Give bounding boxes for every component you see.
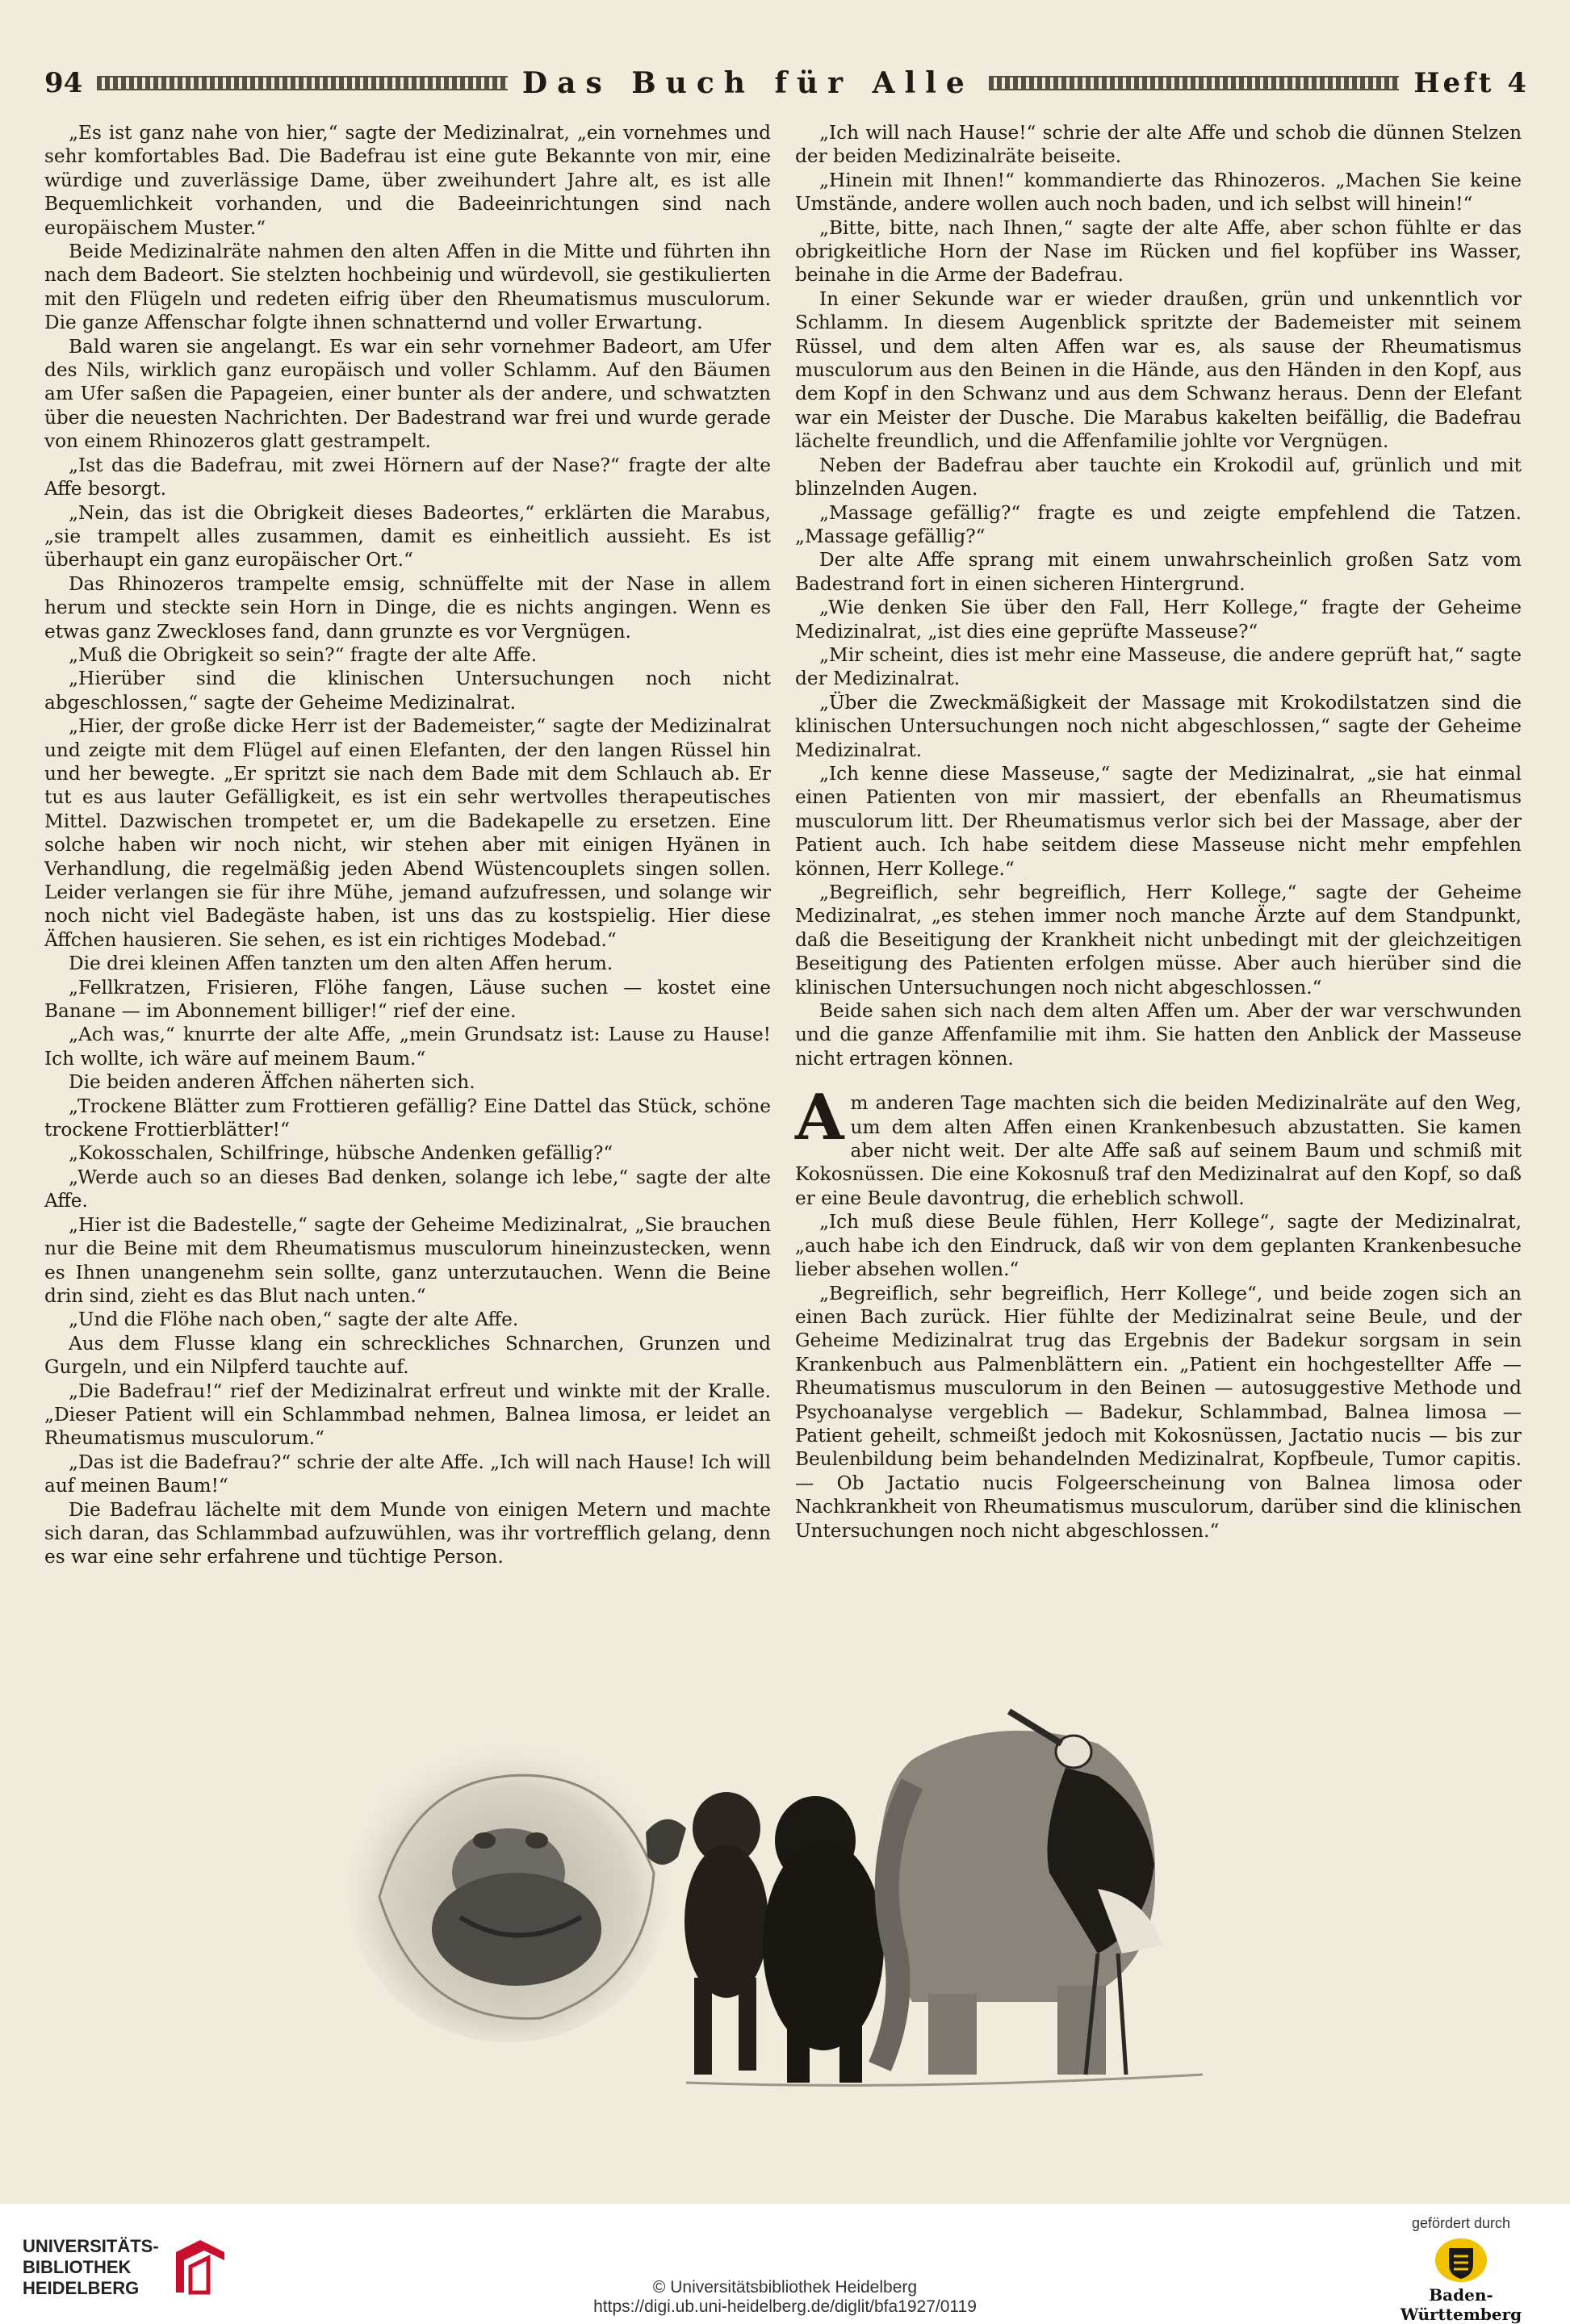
sponsor-name: Baden-Württemberg — [1400, 2285, 1522, 2324]
paragraph: „Bitte, bitte, nach Ihnen,“ sagte der alte Affe, aber schon fühlte er das obrigkeitliche Horn der Nase im Rücken und fiel kopfüber ins Wasser, beinahe in die Arme der Badefrau. — [795, 216, 1522, 287]
copyright-block — [0, 2278, 1570, 2317]
monkey-figures — [685, 1792, 884, 2083]
paragraph: Bald waren sie angelangt. Es war ein sehr vornehmer Badeort, am Ufer des Nils, wirklich ganz europäisch und voller Schlamm. Auf den Bäumen am Ufer saßen die Papageien, einer bunter als der andere, und schwatzten über die neuesten Nachrichten. Der Badestrand war frei und wurde gerade von einem Rhinozeros glatt gestrampelt. — [44, 335, 771, 453]
paragraph: „Muß die Obrigkeit so sein?“ fragte der alte Affe. — [69, 643, 538, 666]
paragraph: „Massage gefällig?“ fragte es und zeigte empfehlend die Tatzen. „Massage gefällig?“ — [795, 501, 1522, 547]
sponsor-block[interactable] — [1372, 2215, 1550, 2324]
copyright-text: © Universitätsbibliothek Heidelberg — [652, 2278, 918, 2297]
paragraph: Beide sahen sich nach dem alten Affen um. Aber der war verschwunden und die ganze Affenfamilie mit ihm. Sie hatten den Anblick der Masseuse nicht ertragen können. — [795, 1000, 1522, 1070]
paragraph: „Nein, das ist die Obrigkeit dieses Badeortes,“ erklärten die Marabus, „sie trampelt alles zusammen, damit es einheitlich aussieht. Es ist überhaupt ein ganz europäischer Ort.“ — [44, 501, 771, 572]
page-number: 94 — [44, 67, 83, 99]
paragraph: „Und die Flöhe nach oben,“ sagte der alte Affe. — [69, 1309, 519, 1331]
paragraph: „Über die Zweckmäßigkeit der Massage mit Krokodilstatzen sind die klinischen Untersuchungen noch nicht abgeschlossen,“ sagte der Geheime Medizinalrat. — [795, 691, 1522, 761]
paragraph: „Fellkratzen, Frisieren, Flöhe fangen, Läuse suchen — kostet eine Banane — im Abonnement billiger!“ rief der eine. — [44, 976, 771, 1023]
paragraph: „Hinein mit Ihnen!“ kommandierte das Rhinozeros. „Machen Sie keine Umstände, andere wollen auch noch baden, und ich selbst will hinein!“ — [795, 169, 1522, 216]
paragraph: „Das ist die Badefrau?“ schrie der alte Affe. „Ich will nach Hause! Ich will auf meinen Baum!“ — [44, 1451, 771, 1497]
ornament-rule-right — [989, 76, 1400, 90]
issue-number: Heft 4 — [1413, 67, 1530, 99]
paragraph: „Hierüber sind die klinischen Untersuchungen noch nicht abgeschlossen,“ sagte der Geheime Medizinalrat. — [44, 668, 771, 714]
paragraph: Aus dem Flusse klang ein schreckliches Schnarchen, Grunzen und Gurgeln, und ein Nilpferd tauchte auf. — [44, 1332, 771, 1379]
paragraph: „Trockene Blätter zum Frottieren gefällig? Eine Dattel das Stück, schöne trockene Frottierblätter!“ — [44, 1095, 771, 1141]
paragraph: Beide Medizinalräte nahmen den alten Affen in die Mitte und führten ihn nach dem Badeort. Sie stelzten hochbeinig und würdevoll, sie gestikulierten mit den Flügeln und redeten eifrig über den Rheumatismus musculorum. Die ganze Affenschar folgte ihnen schnatternd und voller Erwartung. — [44, 241, 771, 334]
paragraph: „Hier, der große dicke Herr ist der Bademeister,“ sagte der Medizinalrat und zeigte mit dem Flügel auf einen Elefanten, der den langen Rüssel hin und her bewegte. „Er spritzt sie nach dem Bade mit dem Schlauch ab. Er tut es aus lauter Gefälligkeit, es ist ein sehr wertvolles therapeutisches Mittel. Dazwischen trompetet er, um die Badekapelle zu ersetzen. Eine solche haben wir noch nicht, wir stehen aber mit einigen Hyänen in Verhandlung, die regelmäßig jeden Abend Wüstencouplets singen sollen. Leider verlangen sie für ihre Mühe, jemand aufzufressen, und solange wir noch nicht viel Badegäste haben, ist uns das zu kostspielig. Hier diese Äffchen hausieren. Sie sehen, es ist ein richtiges Modebad.“ — [44, 715, 771, 951]
paragraph: „Mir scheint, dies ist mehr eine Masseuse, die andere geprüft hat,“ sagte der Medizinalrat. — [795, 643, 1522, 690]
coat-of-arms-icon — [1434, 2237, 1488, 2284]
left-column — [44, 121, 771, 1569]
paragraph: Die drei kleinen Affen tanzten um den alten Affen herum. — [69, 953, 613, 975]
sponsor-label: gefördert durch — [1411, 2215, 1511, 2231]
opening-text: m anderen Tage machten sich die beiden Medizinalräte auf den Weg, um dem alten Affen einen Krankenbesuch abzustatten. Sie kamen aber nicht weit. Der alte Affe saß auf seinem Baum und schmiß mit Kokosnüssen. Die eine Kokosnuß traf den Medizinalrat auf den Kopf, so daß er eine Beule davontrug, die erheblich schwoll. — [795, 1092, 1522, 1209]
page-footer — [0, 2204, 1570, 2324]
library-name-line: HEIDELBERG — [23, 2278, 140, 2298]
paragraph: Das Rhinozeros trampelte emsig, schnüffelte mit der Nase in allem herum und steckte sein Horn in Dinge, die es nichts angingen. Wenn es etwas ganz Zweckloses fand, dann grunzte es vor Vergnügen. — [44, 572, 771, 643]
paragraph: „Begreiflich, sehr begreiflich, Herr Kollege,“ sagte der Geheime Medizinalrat, „es stehen immer noch manche Ärzte auf dem Standpunkt, daß die Beseitigung der Krankheit nicht unbedingt mit der gleichzeitigen Beseitigung des Patienten erfolgen müsse. Aber auch hierüber sind die klinischen Untersuchungen noch nicht abgeschlossen.“ — [795, 881, 1522, 999]
paragraph: „Wie denken Sie über den Fall, Herr Kollege,“ fragte der Geheime Medizinalrat, „ist dies eine geprüfte Masseuse?“ — [795, 597, 1522, 643]
paragraph: Die Badefrau lächelte mit dem Munde von einigen Metern und machte sich daran, das Schlammbad aufzuwühlen, was ihr vortrefflich gelang, denn es war eine sehr erfahrene und tüchtige Person. — [44, 1498, 771, 1568]
paragraph: Die beiden anderen Äffchen näherten sich. — [69, 1071, 475, 1094]
paragraph: „Die Badefrau!“ rief der Medizinalrat erfreut und winkte mit der Kralle. „Dieser Patient will ein Schlammbad nehmen, Balnea limosa, er leidet an Rheumatismus musculorum.“ — [44, 1380, 771, 1450]
paragraph: „Es ist ganz nahe von hier,“ sagte der Medizinalrat, „ein vornehmes und sehr komfortables Bad. Die Badefrau ist eine gute Bekannte von mir, eine würdige und zuverlässige Dame, über zweihundert Jahre alt, es ist alle Bequemlichkeit vorhanden, und die Badeeinrichtungen sind nach europäischem Muster.“ — [44, 122, 771, 239]
library-name-line: BIBLIOTHEK — [23, 2257, 132, 2277]
paragraph: „Ist das die Badefrau, mit zwei Hörnern auf der Nase?“ fragte der alte Affe besorgt. — [44, 454, 771, 500]
ornament-rule-left — [97, 76, 508, 90]
paragraph: „Hier ist die Badestelle,“ sagte der Geheime Medizinalrat, „Sie brauchen nur die Beine mit dem Rheumatismus musculorum hineinzustecken, wenn es Ihnen unangenehm sein sollte, ganz unterzutauchen. Wenn die Beine drin sind, zieht es das Blut nach unten.“ — [44, 1213, 771, 1307]
paragraph: „Ich will nach Hause!“ schrie der alte Affe und schob die dünnen Stelzen der beiden Medizinalräte beiseite. — [795, 122, 1522, 168]
source-url-link[interactable]: https://digi.ub.uni-heidelberg.de/diglit/bfa1927/0119 — [593, 2297, 977, 2316]
paragraph: „Kokosschalen, Schilfringe, hübsche Andenken gefällig?“ — [69, 1142, 613, 1165]
section-opening-paragraph — [795, 1081, 1522, 1210]
paragraph: „Begreiflich, sehr begreiflich, Herr Kollege“, und beide zogen sich an einen Bach zurück. Hier fühlte der Medizinalrat seine Beule, und der Geheime Medizinalrat trug das Ergebnis der Badekur sorgsam in sein Krankenbuch aus Palmenblättern ein. „Patient ein hochgestellter Affe — Rheumatismus musculorum in den Beinen — autosuggestive Methode und Psychoanalyse vergeblich — Badekur, Schlammbad, Balnea limosa — Patient geheilt, schmeißt jedoch mit Kokosnüssen, Jactatio nucis — bis zur Beulenbildung beim behandelnden Medizinalrat, Kopfbeule, Tumor capitis. — Ob Jactatio nucis Folgeerscheinung von Balnea limosa oder Nachkrankheit von Rheumatismus musculorum, darüber sind die klinischen Untersuchungen noch nicht abgeschlossen.“ — [795, 1282, 1522, 1542]
paragraph: Neben der Badefrau aber tauchte ein Krokodil auf, grünlich und mit blinzelnden Augen. — [795, 454, 1522, 500]
right-column — [795, 121, 1522, 1543]
drop-cap: A — [795, 1081, 844, 1155]
paragraph: Der alte Affe sprang mit einem unwahrscheinlich großen Satz vom Badestrand fort in einen sicheren Hintergrund. — [795, 549, 1522, 595]
paragraph: In einer Sekunde war er wieder draußen, grün und unkenntlich vor Schlamm. In diesem Augenblick spritzte der Bademeister mit seinem Rüssel, und dem alten Affen war es, als sause der Rheumatismus musculorum aus den Beinen in die Hände, aus den Händen in den Kopf, aus dem Kopf in den Schwanz und aus dem Schwanz heraus. Denn der Elefant war ein Meister der Dusche. Die Marabus kakelten beifällig, die Badefrau lächelte freundlich, und die Affenfamilie johlte vor Vergnügen. — [795, 287, 1522, 453]
library-name-line: UNIVERSITÄTS- — [23, 2236, 159, 2256]
paragraph: „Werde auch so an dieses Bad denken, solange ich lebe,“ sagte der alte Affe. — [44, 1166, 771, 1212]
animal-illustration — [347, 1687, 1267, 2107]
paragraph: „Ach was,“ knurrte der alte Affe, „mein Grundsatz ist: Lause zu Hause! Ich wollte, ich wäre auf meinem Baum.“ — [44, 1024, 771, 1070]
running-head — [44, 63, 1530, 103]
paragraph: „Ich kenne diese Masseuse,“ sagte der Medizinalrat, „sie hat einmal einen Patienten von mir massiert, der ebenfalls an Rheumatismus musculorum litt. Der Rheumatismus verlor sich bei der Massage, aber der Patient auch. Ich habe seitdem diese Masseuse nicht mehr empfehlen können, Herr Kollege.“ — [795, 762, 1522, 880]
paragraph: „Ich muß diese Beule fühlen, Herr Kollege“, sagte der Medizinalrat, „auch habe ich den Eindruck, daß wir von dem geplanten Krankenbesuche lieber absehen wollen.“ — [795, 1211, 1522, 1281]
magazine-title: Das Buch für Alle — [521, 66, 974, 100]
ground-line — [686, 2075, 1203, 2085]
